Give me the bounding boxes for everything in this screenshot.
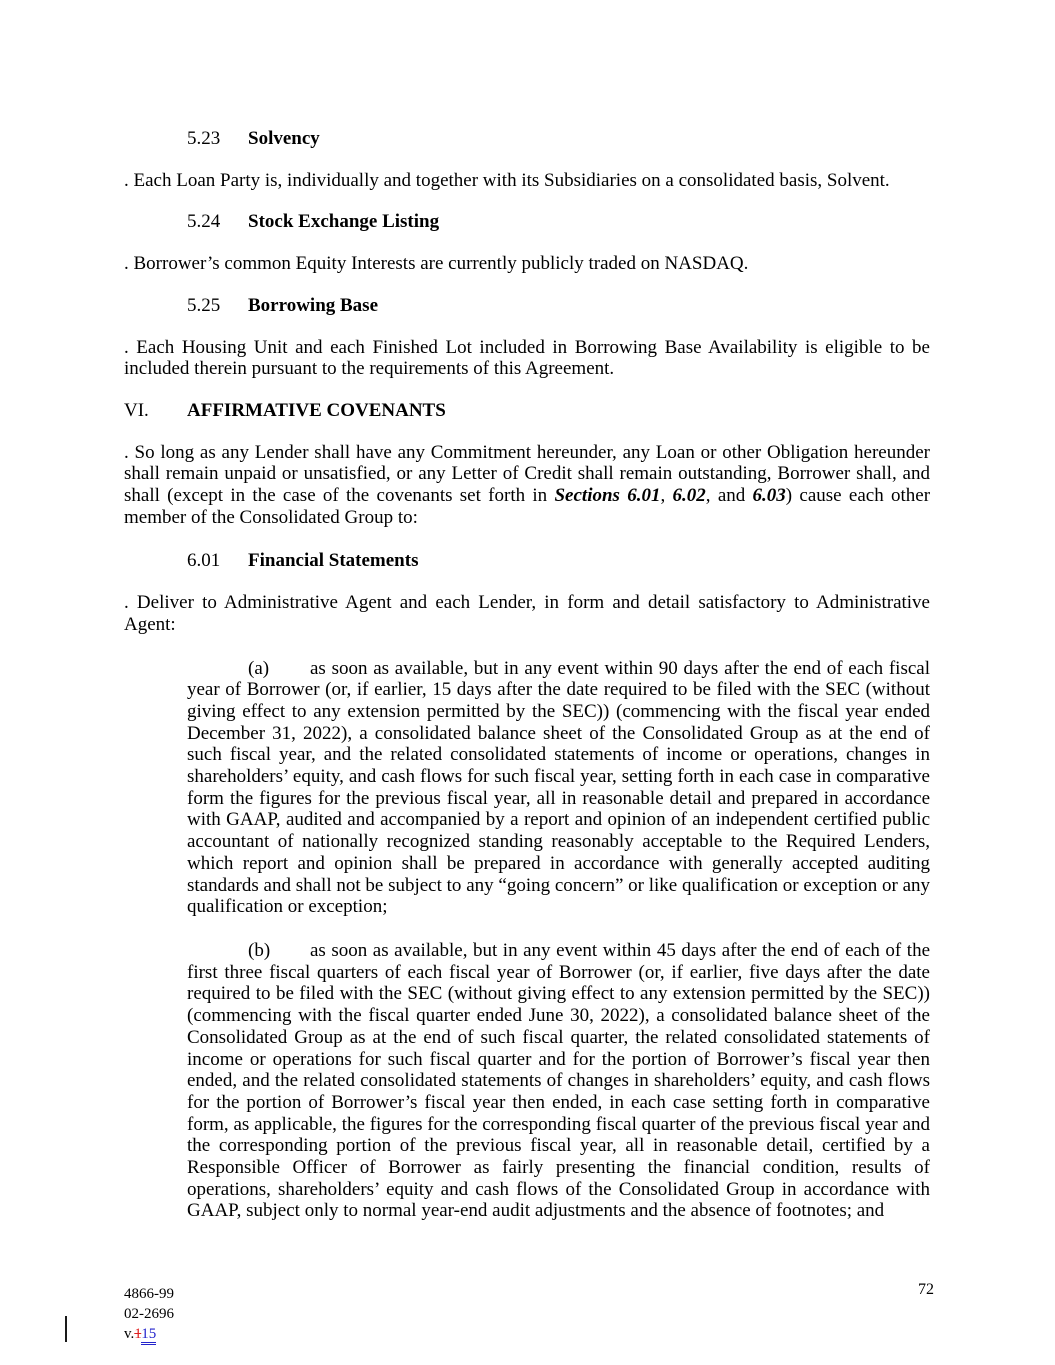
- subparagraph-label: (b): [248, 939, 271, 961]
- section-heading-5-24: [187, 211, 930, 233]
- section-reference: 6.02: [672, 485, 706, 507]
- paragraph-borrowing-base: . Each Housing Unit and each Finished Lot included in Borrowing Base Availability is eligible to be included therein pursuant to the requirements of this Agreement.: [124, 336, 930, 380]
- section-number: 5.23: [187, 128, 221, 149]
- subparagraph-text: as soon as available, but in any event within 90 days after the end of each fiscal year of Borrower (or, if earlier, 15 days after the date required to be filed with the SEC (without giving effect to any extension permitted by the SEC)) (commencing with the fiscal year ended December 31, 2022), a consolidated balance sheet of the Consolidated Group as at the end of such fiscal year, and the related consolidated statements of income or operations, changes in shareholders’ equity, and cash flows for such fiscal year, setting forth in each case in comparative form the figures for the previous fiscal year, all in reasonable detail and prepared in accordance with GAAP, audited and accompanied by a report and opinion of an independent certified public accountant of nationally recognized standing reasonably acceptable to the Required Lenders, which report and opinion shall be prepared in accordance with generally accepted auditing standards and shall not be subject to any “going concern” or like qualification or exception or any qualification or exception;: [187, 657, 930, 918]
- section-heading-6-01: [187, 550, 930, 572]
- article-heading-vi: [124, 400, 930, 422]
- version-inserted-redline: 15: [141, 1326, 156, 1345]
- article-title: AFFIRMATIVE COVENANTS: [187, 399, 446, 421]
- section-reference: Sections 6.01: [554, 485, 661, 507]
- intro-segment: . So long as any Lender shall have any Commitment hereunder, any Loan or other Obligation hereunder shall remain unpaid or unsatisfied, or any Letter of Credit shall remain outstanding, Borrower shall, and shall (except in the case of the covenants set forth in: [124, 441, 930, 507]
- paragraph-deliver-intro: . Deliver to Administrative Agent and each Lender, in form and detail satisfactory to Administrative Agent:: [124, 592, 930, 635]
- subparagraph-a: [187, 658, 930, 918]
- subparagraph-text: as soon as available, but in any event within 45 days after the end of each of the first three fiscal quarters of each fiscal year of Borrower (or, if earlier, five days after the date required to be filed with the SEC (without giving effect to any extension permitted by the SEC)) (commencing with the fiscal quarter ended June 30, 2022), a consolidated balance sheet of the Consolidated Group as at the end of such fiscal quarter, the related consolidated statements of income or operations for such fiscal quarter and for the portion of Borrower’s fiscal year then ended, and the related consolidated statements of changes in shareholders’ equity, and cash flows for the portion of Borrower’s fiscal year then ended, in each case setting forth in comparative form, as applicable, the figures for the corresponding fiscal quarter of the previous fiscal year and the corresponding portion of the previous fiscal year, all in reasonable detail, certified by a Responsible Officer of Borrower as fairly presenting the financial condition, results of operations, shareholders’ equity and cash flows of the Consolidated Group in accordance with GAAP, subject only to normal year-end audit adjustments and the absence of footnotes; and: [187, 939, 930, 1222]
- footer-doc-number: 4866-99: [124, 1286, 174, 1302]
- paragraph-covenants-intro: [124, 442, 930, 529]
- section-number: 5.25: [187, 294, 221, 316]
- footer-doc-number-2: 02-2696: [124, 1306, 174, 1322]
- section-title: Solvency: [248, 128, 320, 149]
- page-number: 72: [918, 1281, 934, 1298]
- footer-document-id: [124, 1284, 174, 1344]
- section-heading-5-25: [187, 295, 930, 317]
- section-heading-5-23: [187, 128, 930, 150]
- section-title: Stock Exchange Listing: [248, 211, 440, 233]
- version-deleted-redline: 1: [134, 1326, 142, 1342]
- document-body: [124, 128, 930, 1222]
- paragraph-stock-exchange: . Borrower’s common Equity Interests are currently publicly traded on NASDAQ.: [124, 253, 749, 275]
- subparagraph-b: [187, 940, 930, 1222]
- version-prefix: v.: [124, 1326, 135, 1342]
- intro-segment: , and: [705, 485, 753, 507]
- tracked-change-margin-bar: [65, 1316, 67, 1342]
- article-number: VI.: [124, 399, 149, 421]
- intro-segment: ,: [660, 485, 673, 507]
- section-reference: 6.03: [752, 485, 786, 507]
- footer-version-line: [124, 1324, 174, 1344]
- section-number: 5.24: [187, 211, 221, 233]
- paragraph-solvency: . Each Loan Party is, individually and together with its Subsidiaries on a consolidated basis, Solvent.: [124, 169, 890, 191]
- section-title: Financial Statements: [248, 550, 419, 572]
- section-title: Borrowing Base: [248, 294, 379, 316]
- intro-segment: ) cause each other member of the Consolidated Group to:: [124, 485, 931, 528]
- subparagraph-label: (a): [248, 657, 270, 679]
- section-number: 6.01: [187, 550, 221, 572]
